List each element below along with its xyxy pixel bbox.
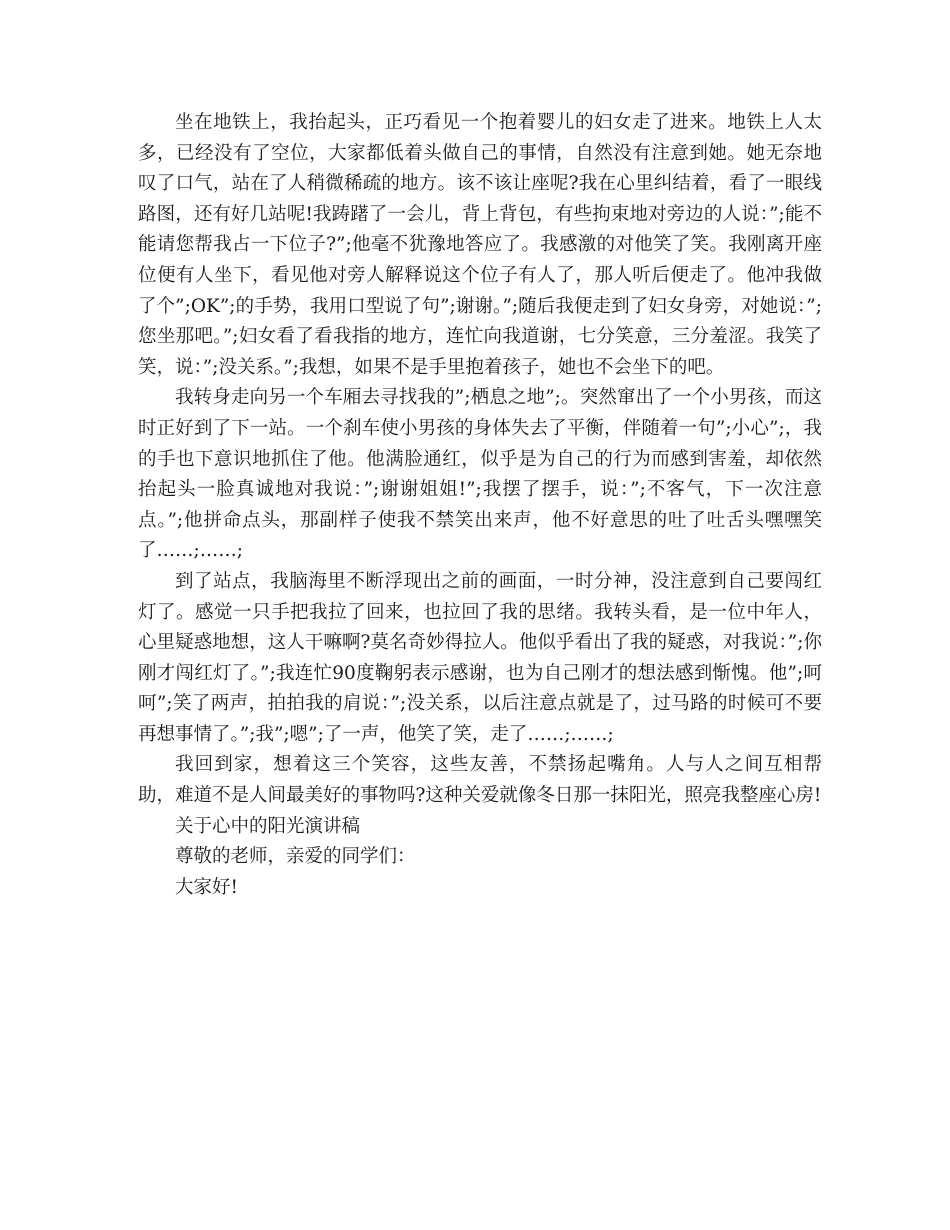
salutation: 尊敬的老师，亲爱的同学们： [175, 846, 416, 868]
document-page [138, 108, 822, 903]
paragraph-red-light: 到了站点，我脑海里不断浮现出之前的画面，一时分神，没注意到自己要闯红灯了。感觉一只手把我拉了回来，也拉回了我的思绪。我转头看，是一位中年人，心里疑惑地想，这人干嘛啊?莫名奇妙得拉人。他似乎看出了我的疑惑，对我说：”;你刚才闯红灯了。”;我连忙90度鞠躬表示感谢，也为自己刚才的想法感到惭愧。他”;呵呵”;笑了两声，拍拍我的肩说：”;没关系，以后注意点就是了，过马路的时候可不要再想事情了。”;我”;嗯”;了一声，他笑了笑，走了……;……; [138, 570, 822, 745]
paragraph-conclusion: 我回到家，想着这三个笑容，这些友善，不禁扬起嘴角。人与人之间互相帮助，难道不是人间最美好的事物吗?这种关爱就像冬日那一抹阳光，照亮我整座心房! [138, 754, 822, 807]
paragraph-subway-seat: 坐在地铁上，我抬起头，正巧看见一个抱着婴儿的妇女走了进来。地铁上人太多，已经没有了空位，大家都低着头做自己的事情，自然没有注意到她。她无奈地叹了口气，站在了人稍微稀疏的地方。该不该让座呢?我在心里纠结着，看了一眼线路图，还有好几站呢!我踌躇了一会儿，背上背包，有些拘束地对旁边的人说：”;能不能请您帮我占一下位子?”;他毫不犹豫地答应了。我感激的对他笑了笑。我刚离开座位便有人坐下，看见他对旁人解释说这个位子有人了，那人听后便走了。他冲我做了个”;OK”;的手势，我用口型说了句”;谢谢。”;随后我便走到了妇女身旁，对她说：”;您坐那吧。”;妇女看了看我指的地方，连忙向我道谢，七分笑意，三分羞涩。我笑了笑，说：”;没关系。”;我想，如果不是手里抱着孩子，她也不会坐下的吧。 [138, 112, 822, 378]
paragraph-little-boy: 我转身走向另一个车厢去寻找我的”;栖息之地”;。突然窜出了一个小男孩，而这时正好到了下一站。一个刹车使小男孩的身体失去了平衡，伴随着一句”;小心”;，我的手也下意识地抓住了他。他满脸通红，似乎是为自己的行为而感到害羞，却依然抬起头一脸真诚地对我说：”;谢谢姐姐!”;我摆了摆手，说：”;不客气，下一次注意点。”;他拼命点头，那副样子使我不禁笑出来声，他不好意思的吐了吐舌头嘿嘿笑了……;……; [138, 387, 822, 562]
greeting: 大家好! [175, 876, 238, 898]
speech-title: 关于心中的阳光演讲稿 [175, 815, 361, 837]
